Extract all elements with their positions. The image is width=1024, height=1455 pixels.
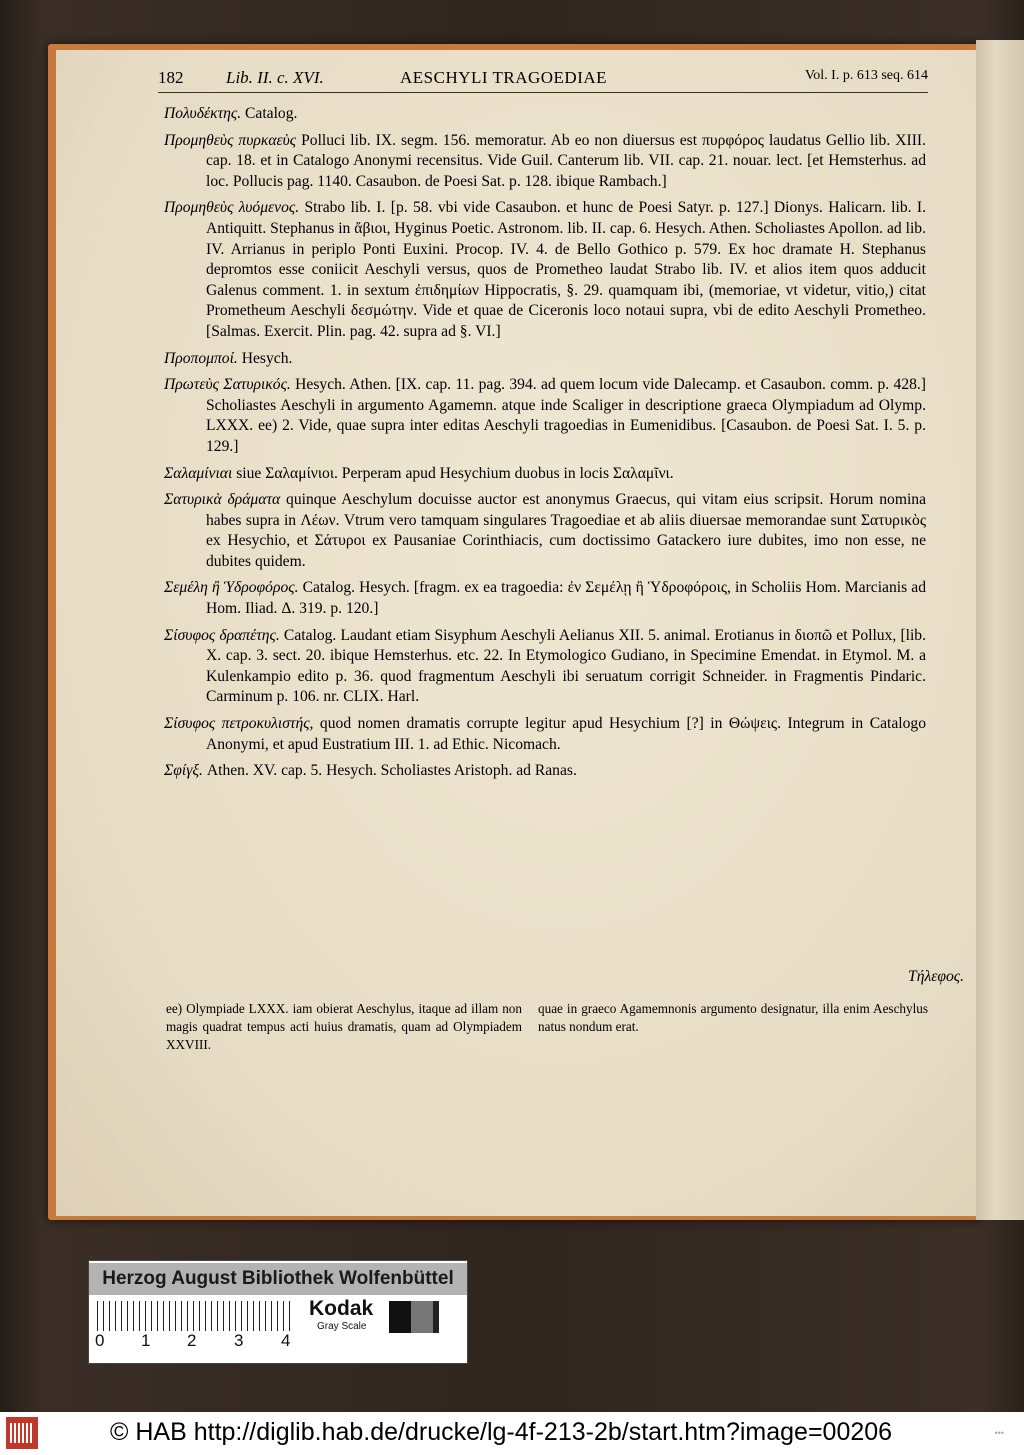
entry-lemma: Προμηθεὺς πυρκαεὺς xyxy=(164,131,297,149)
ruler-number: 2 xyxy=(187,1331,197,1350)
list-item xyxy=(164,375,926,457)
entry-lemma: Προμηθεὺς λυόμενος. xyxy=(164,199,300,217)
ellipsis-icon: ••• xyxy=(994,1428,1004,1438)
footnotes xyxy=(166,1000,928,1060)
hab-logo-icon xyxy=(6,1417,38,1449)
ruler-number: 0 xyxy=(95,1331,105,1350)
entry-text: Catalog. Hesych. [fragm. ex ea tragoedia: ἐν Σεμέλῃ ἢ Ὑδροφόροις, in Scholiis Hom. Marcianis ad Hom. Iliad. Δ. 319. p. 120.] xyxy=(206,579,926,618)
scan-color-target xyxy=(88,1260,468,1364)
entry-text: Catalog. xyxy=(241,105,298,122)
entry-lemma: Σίσυφος πετροκυλιστής, xyxy=(164,715,314,733)
list-item xyxy=(164,349,926,370)
list-item xyxy=(164,490,926,572)
list-item xyxy=(164,761,926,782)
institution-label: Herzog August Bibliothek Wolfenbüttel xyxy=(89,1263,467,1295)
entry-text: Strabo lib. I. [p. 58. vbi vide Casaubon. et hunc de Poesi Satyr. p. 127.] Dionys. Halicarn. lib. I. Antiquitt. Stephanus in ἄβιοι, Hyginus Poetic. Astronom. lib. II. cap. 6. Hesych. Athen. Scholiastes Apollon. ad lib. IV. Arrianus in periplo Ponti Euxini. Procop. IV. 4. de Bello Gothico p. 579. Ex hoc dramate H. Stephanus depromtos esse coniicit Aeschyli versus, quos de Prometheo laudat Strabo lib. IV. et alios item quos adducit Galenus comment. 1. in sextum ἐπιδημίων Hippocratis, §. 29. quamquam ibi, (memoriae, vt videtur, vitio,) citat Prometheum Aeschyli δεσμώτην. Vide et quae de Ciceronis loco notaui supra, vbi de edito Aeschyli Prometheo. [Salmas. Exercit. Plin. pag. 42. supra ad §. VI.] xyxy=(206,199,926,340)
entry-text: quinque Aeschylum docuisse auctor est anonymus Graecus, qui vitam eius scripsit. Horum nomina habes supra in Λέων. Vtrum vero tamquam singulares Tragoediae et ab aliis diuersae memorandae sunt Σατυρικὸς ex Hesychio, et Σάτυροι ex Pausaniae Corinthiacis, cum doctissimo Gatackero iure dubites, imo non esse, ne dubites quidem. xyxy=(206,491,926,570)
entry-lemma: Σαλαμίνιαι xyxy=(164,464,233,482)
gray-patch-dark xyxy=(389,1301,411,1333)
entry-lemma: Σίσυφος δραπέτης. xyxy=(164,626,280,644)
catchword: Τήλεφος. xyxy=(908,968,964,985)
entry-list xyxy=(164,104,926,788)
source-link[interactable]: © HAB http://diglib.hab.de/drucke/lg-4f-213-2b/start.htm?image=00206 xyxy=(110,1418,893,1446)
ruler-ticks xyxy=(97,1301,293,1331)
ruler-number: 4 xyxy=(281,1331,291,1350)
gray-patch-mid xyxy=(411,1301,433,1333)
entry-lemma: Σατυρικὰ δράματα xyxy=(164,491,281,509)
section-reference: Lib. II. c. XVI. xyxy=(226,68,324,87)
list-item xyxy=(164,198,926,342)
list-item xyxy=(164,131,926,193)
entry-text: Athen. XV. cap. 5. Hesych. Scholiastes Aristoph. ad Ranas. xyxy=(202,762,577,780)
footnote-right: quae in graeco Agamemnonis argumento designatur, illa enim Aeschylus natus nondum erat. xyxy=(538,1001,928,1034)
entry-text: Hesych. Athen. [IX. cap. 11. pag. 394. ad quem locum vide Dalecamp. et Casaubon. comm. p. 428.] Scholiastes Aeschyli in argumento Agamemn. atque inde Scaliger in descriptione graeca Olympiadum ad Olymp. LXXX. ee) 2. Vide, quae supra inter editas Aeschyli tragoedias in Eumenidibus. [Casaubon. de Poesi Sat. I. 5. p. 129.] xyxy=(206,376,926,455)
ruler-numbers xyxy=(95,1331,315,1355)
gray-patch-edge xyxy=(433,1301,439,1333)
kodak-logo: Kodak xyxy=(309,1297,374,1320)
list-item xyxy=(164,578,926,619)
entry-text: siue Σαλαμίνιοι. Perperam apud Hesychium duobus in locis Σαλαμῖνι. xyxy=(232,464,674,482)
volume-reference: Vol. I. p. 613 seq. 614 xyxy=(804,68,928,83)
entry-lemma: Προπομποί. xyxy=(164,349,238,367)
entry-text: Catalog. Laudant etiam Sisyphum Aeschyli Aelianus XII. 5. animal. Erotianus in διοπῶ et Pollux, [lib. X. cap. 3. sect. 20. ibique Hemsterhus. etc. 22. In Etymologico Gudiano, in Specimine Emendat. in Etymol. M. a Kulenkampio edito p. 36. quod fragmentum Aeschyli ibi seruatum corrigit Schneider. in Fragmentis Pindaric. Carminum p. 106. nr. CLIX. Harl. xyxy=(206,626,926,706)
running-header xyxy=(158,68,928,92)
list-item xyxy=(164,714,926,755)
entry-lemma: Πρωτεὺς Σατυρικός. xyxy=(164,376,291,394)
ruler-number: 1 xyxy=(141,1331,151,1350)
ruler-number: 3 xyxy=(234,1331,244,1350)
entry-lemma: Σεμέλη ἢ Ὑδροφόρος. xyxy=(164,579,299,597)
entry-text: Hesych. xyxy=(237,349,293,367)
list-item xyxy=(164,464,926,485)
page-number: 182 xyxy=(158,68,184,87)
footnote-left: ee) Olympiade LXXX. iam obierat Aeschylus, itaque ad illam non magis quadrat tempus acti huius dramatis, quam ad Olympiadem XXVIII. xyxy=(166,1001,522,1052)
entry-lemma: Σφίγξ. xyxy=(164,762,203,780)
header-rule xyxy=(158,92,928,93)
gray-scale-label: Gray Scale xyxy=(317,1321,367,1332)
footer-bar xyxy=(0,1412,1024,1455)
entry-text: Polluci lib. IX. segm. 156. memoratur. Ab eo non diuersus est πυρφόρος laudatus Gellio lib. XIII. cap. 18. et in Catalogo Anonymi recensitus. Vide Guil. Canterum lib. VII. cap. 21. nouar. lect. [et Hemsterhus. ad loc. Pollucis pag. 1140. Casaubon. de Poesi Sat. p. 128. ibique Rambach.] xyxy=(206,131,926,190)
list-item xyxy=(164,104,926,125)
list-item xyxy=(164,626,926,708)
page-title: AESCHYLI TRAGOEDIAE xyxy=(400,68,608,87)
entry-text: quod nomen dramatis corrupte legitur apud Hesychium [?] in Θώψεις. Integrum in Catalogo Anonymi, et apud Eustratium III. 1. ad Ethic. Nicomach. xyxy=(206,715,926,753)
entry-lemma: Πολυδέκτης. xyxy=(164,105,242,122)
next-page-strip xyxy=(976,40,1024,1220)
